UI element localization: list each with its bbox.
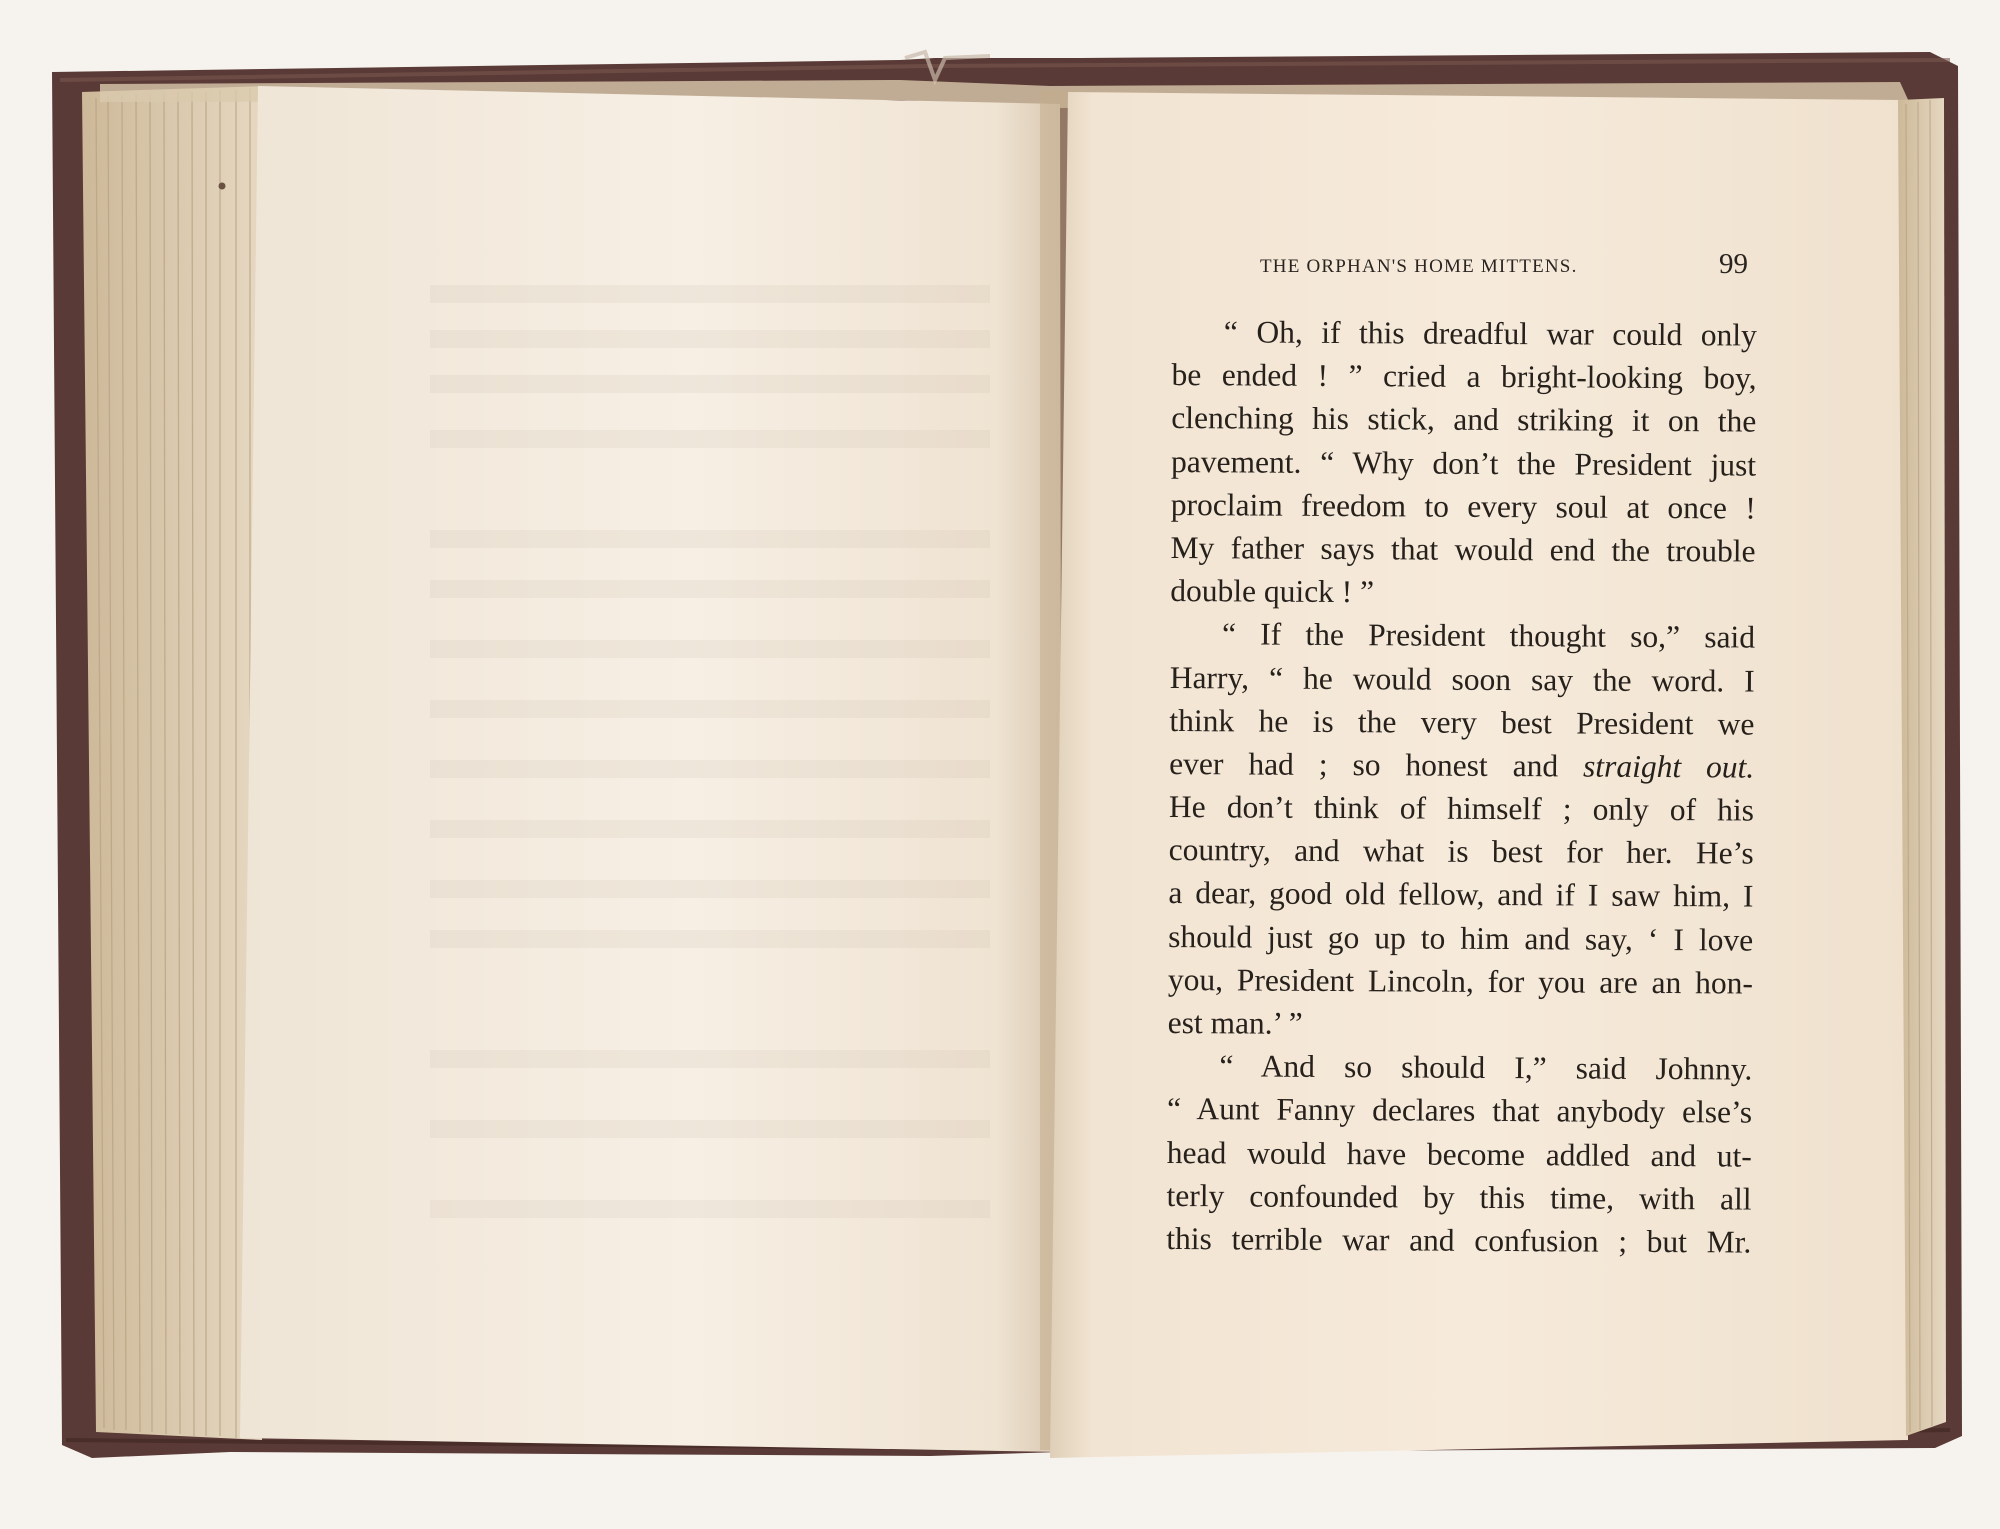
text-segment: should just go up to him and say, ‘ I love: [1168, 918, 1754, 958]
text-segment: a dear, good old fellow, and if I saw him, I: [1168, 875, 1754, 914]
page-number: 99: [1719, 248, 1748, 280]
text-line: [1167, 1131, 1752, 1178]
text-line: [1172, 310, 1757, 357]
running-head: [1172, 248, 1764, 288]
text-line: [1166, 1174, 1751, 1221]
text-line: [1168, 1001, 1753, 1048]
text-segment: “ If the President thought so,” said: [1221, 616, 1756, 655]
text-segment: country, and what is best for her. He’s: [1168, 832, 1754, 871]
text-line: [1169, 828, 1754, 875]
text-line: [1171, 396, 1756, 443]
text-line: [1170, 526, 1755, 573]
running-title: THE ORPHAN'S HOME MITTENS.: [1260, 256, 1578, 277]
text-line: [1168, 915, 1753, 962]
text-segment: Harry, “ he would soon say the word. I: [1169, 659, 1755, 699]
text-line: [1169, 785, 1754, 832]
text-segment: double quick ! ”: [1170, 573, 1375, 610]
text-segment: My father says that would end the trouble: [1170, 529, 1756, 569]
text-segment: you, President Lincoln, for you are an hon-: [1167, 961, 1754, 1001]
text-segment: proclaim freedom to every soul at once !: [1170, 486, 1756, 526]
text-line: [1166, 1217, 1751, 1264]
text-line: [1171, 353, 1756, 400]
text-line: [1171, 483, 1756, 530]
text-line: [1171, 440, 1756, 487]
text-line: [1169, 699, 1754, 746]
text-segment: He don’t think of himself ; only of his: [1168, 789, 1755, 828]
text-line: [1170, 612, 1755, 659]
text-segment: “ Aunt Fanny declares that anybody else’s: [1167, 1091, 1753, 1130]
text-line: [1169, 742, 1754, 789]
text-segment: clenching his stick, and striking it on the: [1171, 400, 1757, 439]
text-line: [1170, 655, 1755, 702]
text-segment: straight out.: [1583, 748, 1755, 785]
text-segment: est man.’ ”: [1167, 1004, 1303, 1041]
text-segment: think he is the very best President we: [1169, 702, 1755, 742]
text-segment: “ Oh, if this dreadful war could only: [1223, 314, 1757, 353]
body-text: [1166, 310, 1757, 1264]
text-segment: “ And so should I,” said Johnny.: [1219, 1048, 1753, 1087]
text-line: [1167, 1087, 1752, 1134]
text-line: [1170, 569, 1755, 616]
text-line: [1168, 958, 1753, 1005]
text-segment: this terrible war and confusion ; but Mr.: [1166, 1220, 1752, 1260]
text-segment: terly confounded by this time, with all: [1166, 1177, 1752, 1217]
text-segment: pavement. “ Why don’t the President just: [1170, 443, 1757, 483]
text-segment: be ended ! ” cried a bright-looking boy,: [1171, 357, 1757, 396]
right-page-edges: [1898, 98, 1946, 1436]
text-line: [1167, 1044, 1752, 1091]
text-segment: head would have become addled and ut-: [1166, 1134, 1752, 1174]
text-segment: ever had ; so honest and: [1169, 745, 1584, 784]
text-line: [1168, 871, 1753, 918]
